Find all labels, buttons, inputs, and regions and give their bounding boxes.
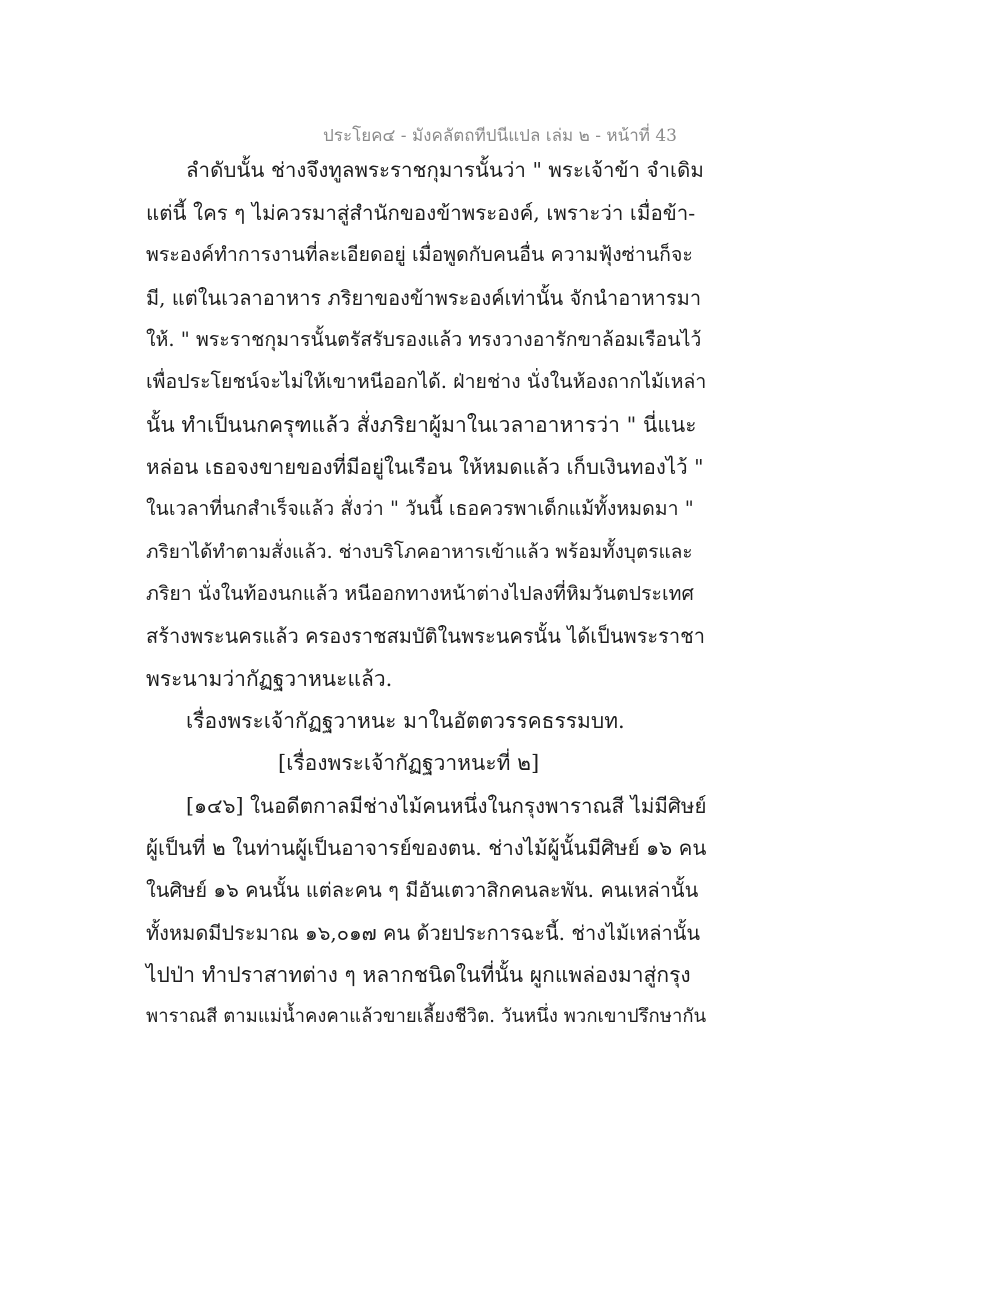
text-line: พาราณสี ตามแม่น้ำคงคาแล้วขายเลี้ยงชีวิต. วันหนึ่ง พวกเขาปรึกษากัน: [146, 1006, 707, 1027]
text-line: พระนามว่ากัฏฐวาหนะแล้ว.: [146, 667, 393, 691]
text-line: ให้. " พระราชกุมารนั้นตรัสรับรองแล้ว ทรงวางอารักขาล้อมเรือนไว้: [146, 328, 702, 351]
text-line: ทั้งหมดมีประมาณ ๑๖,๐๑๗ คน ด้วยประการฉะนี้. ช่างไม้เหล่านั้น: [146, 921, 701, 945]
text-line: หล่อน เธอจงขายของที่มีอยู่ในเรือน ให้หมดแล้ว เก็บเงินทองไว้ ": [146, 455, 704, 479]
text-line: [๑๔๖] ในอดีตกาลมีช่างไม้คนหนึ่งในกรุงพาราณสี ไม่มีศิษย์: [186, 794, 707, 818]
text-line: ภริยา นั่งในท้องนกแล้ว หนีออกทางหน้าต่างไปลงที่หิมวันตประเทศ: [146, 582, 694, 605]
story-source-line: เรื่องพระเจ้ากัฏฐวาหนะ มาในอัตตวรรคธรรมบท.: [186, 709, 625, 733]
text-line: สร้างพระนครแล้ว ครองราชสมบัติในพระนครนั้น ได้เป็นพระราชา: [146, 624, 705, 648]
section-heading: [เรื่องพระเจ้ากัฏฐวาหนะที่ ๒]: [278, 751, 540, 775]
text-line: ลำดับนั้น ช่างจึงทูลพระราชกุมารนั้นว่า " พระเจ้าข้า จำเดิม: [186, 158, 704, 182]
text-line: ผู้เป็นที่ ๒ ในท่านผู้เป็นอาจารย์ของตน. ช่างไม้ผู้นั้นมีศิษย์ ๑๖ คน: [146, 836, 707, 860]
text-line: แต่นี้ ใคร ๆ ไม่ควรมาสู่สำนักของข้าพระองค์, เพราะว่า เมื่อข้า-: [146, 201, 696, 225]
text-line: นั้น ทำเป็นนกครุฑแล้ว สั่งภริยาผู้มาในเวลาอาหารว่า " นี่แนะ: [146, 413, 697, 437]
text-line: ในเวลาที่นกสำเร็จแล้ว สั่งว่า " วันนี้ เธอควรพาเด็กแม้ทั้งหมดมา ": [146, 497, 694, 520]
text-line: ในศิษย์ ๑๖ คนนั้น แต่ละคน ๆ มีอันเตวาสิกคนละพัน. คนเหล่านั้น: [146, 878, 699, 902]
text-line: พระองค์ทำการงานที่ละเอียดอยู่ เมื่อพูดกับคนอื่น ความฟุ้งซ่านก็จะ: [146, 243, 693, 266]
running-header: ประโยค๔ - มังคลัตถทีปนีแปล เล่ม ๒ - หน้าที่ 43: [323, 126, 677, 146]
text-line: มี, แต่ในเวลาอาหาร ภริยาของข้าพระองค์เท่านั้น จักนำอาหารมา: [146, 286, 702, 310]
text-line: เพื่อประโยชน์จะไม่ให้เขาหนีออกได้. ฝ่ายช่าง นั่งในห้องถากไม้เหล่า: [146, 370, 707, 393]
text-line: ภริยาได้ทำตามสั่งแล้ว. ช่างบริโภคอาหารเข้าแล้ว พร้อมทั้งบุตรและ: [146, 541, 693, 563]
text-line: ไปป่า ทำปราสาทต่าง ๆ หลากชนิดในที่นั้น ผูกแพล่องมาสู่กรุง: [146, 963, 691, 987]
